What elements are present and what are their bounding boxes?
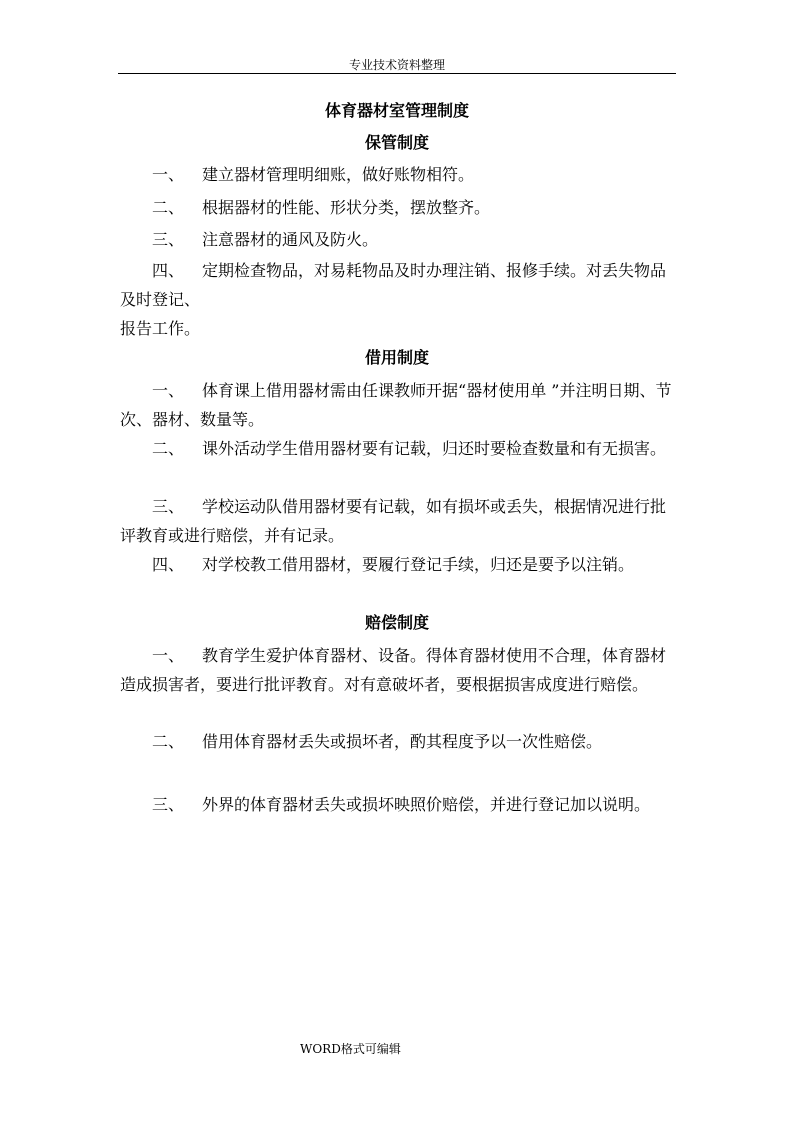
item-number: 三、: [152, 795, 185, 814]
list-item: [120, 641, 672, 699]
item-number: 二、: [152, 439, 185, 458]
item-number: 四、: [152, 555, 185, 574]
item-number: 一、: [152, 381, 185, 400]
item-text: 教育学生爱护体育器材、设备。得体育器材使用不合理，体育器材造成损害者，要进行批评教育。对有意破坏者，要根据损害成度进行赔偿。: [120, 646, 667, 694]
paragraph-continuation: 报告工作。: [120, 319, 201, 338]
section-heading-compensation: 赔偿制度: [364, 613, 429, 632]
document-title: 体育器材室管理制度: [324, 101, 469, 120]
item-text: 定期检查物品，对易耗物品及时办理注销、报修手续。对丢失物品及时登记、: [120, 261, 667, 309]
item-text: 根据器材的性能、形状分类，摆放整齐。: [202, 198, 491, 217]
item-text: 学校运动队借用器材要有记载，如有损坏或丢失，根据情况进行批评教育或进行赔偿，并有记录。: [120, 497, 667, 545]
item-text: 课外活动学生借用器材要有记载，归还时要检查数量和有无损害。: [202, 439, 667, 458]
list-item: [120, 727, 672, 756]
item-number: 一、: [152, 646, 185, 665]
list-item: [120, 225, 672, 254]
item-number: 一、: [152, 165, 185, 184]
item-text: 建立器材管理明细账，做好账物相符。: [202, 165, 475, 184]
item-number: 二、: [152, 732, 185, 751]
item-number: 三、: [152, 230, 185, 249]
item-text: 体育课上借用器材需由任课教师开据“器材使用单 ”并注明日期、节次、器材、数量等。: [120, 381, 672, 429]
page-footer: WORD格式可编辑: [300, 1042, 401, 1056]
list-item: [120, 193, 672, 222]
item-text: 外界的体育器材丢失或损坏映照价赔偿，并进行登记加以说明。: [202, 795, 651, 814]
list-item: [120, 160, 672, 189]
item-number: 四、: [152, 261, 185, 280]
item-number: 三、: [152, 497, 185, 516]
list-item: [120, 550, 672, 579]
section-heading-custody: 保管制度: [364, 133, 429, 152]
section-heading-borrowing: 借用制度: [364, 348, 429, 367]
list-item: [120, 790, 672, 819]
list-item: [120, 492, 672, 550]
item-text: 对学校教工借用器材，要履行登记手续，归还是要予以注销。: [202, 555, 635, 574]
list-item: [120, 434, 672, 463]
item-text: 注意器材的通风及防火。: [202, 230, 379, 249]
item-number: 二、: [152, 198, 185, 217]
header-divider: [118, 73, 676, 74]
list-item: [120, 256, 672, 314]
page-header: 专业技术资料整理: [348, 58, 445, 72]
list-item: [120, 376, 672, 434]
item-text: 借用体育器材丢失或损坏者，酌其程度予以一次性赔偿。: [202, 732, 603, 751]
